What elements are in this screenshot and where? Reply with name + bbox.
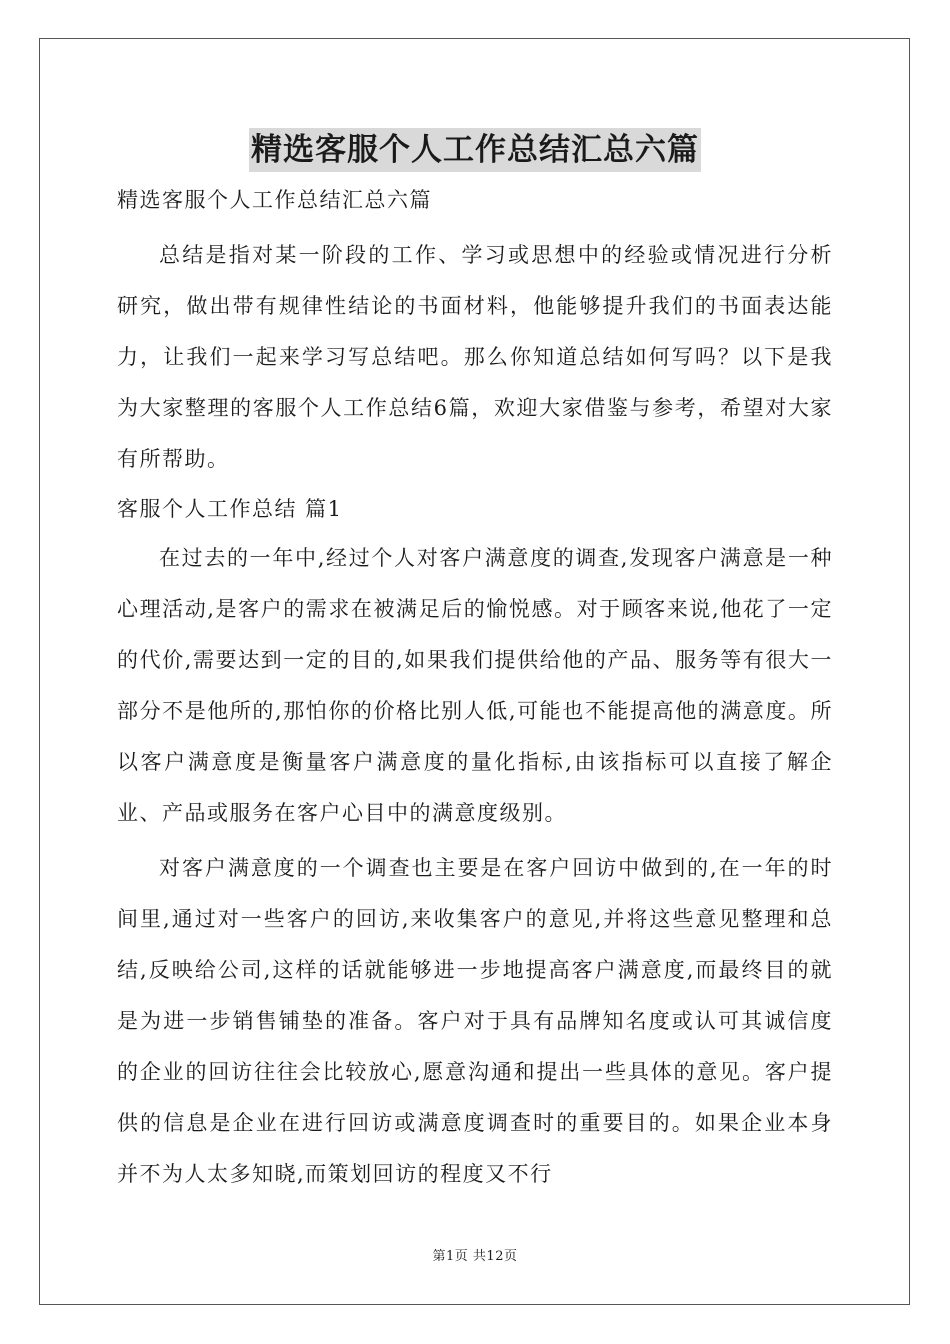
document-title: 精选客服个人工作总结汇总六篇 bbox=[249, 128, 701, 172]
document-subtitle: 精选客服个人工作总结汇总六篇 bbox=[117, 188, 432, 212]
page-footer: 第1页 共12页 bbox=[432, 1249, 518, 1264]
body-paragraph: 在过去的一年中,经过个人对客户满意度的调查,发现客户满意是一种心理活动,是客户的需求在被满足后的愉悦感。对于顾客来说,他花了一定的代价,需要达到一定的目的,如果我们提供给他的产品、服务等有很大一部分不是他所的,那怕你的价格比别人低,可能也不能提高他的满意度。所以客户满意度是衡量客户满意度的量化指标,由该指标可以直接了解企业、产品或服务在客户心目中的满意度级别。 bbox=[117, 546, 833, 825]
section-heading: 客服个人工作总结 篇1 bbox=[117, 497, 343, 521]
document-body bbox=[117, 180, 833, 1200]
title-container bbox=[0, 128, 950, 172]
intro-paragraph: 总结是指对某一阶段的工作、学习或思想中的经验或情况进行分析研究，做出带有规律性结论的书面材料，他能够提升我们的书面表达能力，让我们一起来学习写总结吧。那么你知道总结如何写吗？以下是我为大家整理的客服个人工作总结6篇，欢迎大家借鉴与参考，希望对大家有所帮助。 bbox=[117, 243, 833, 471]
body-paragraph: 对客户满意度的一个调查也主要是在客户回访中做到的,在一年的时间里,通过对一些客户的回访,来收集客户的意见,并将这些意见整理和总结,反映给公司,这样的话就能够进一步地提高客户满意度,而最终目的就是为进一步销售铺垫的准备。客户对于具有品牌知名度或认可其诚信度的企业的回访往往会比较放心,愿意沟通和提出一些具体的意见。客户提供的信息是企业在进行回访或满意度调查时的重要目的。如果企业本身并不为人太多知晓,而策划回访的程度又不行 bbox=[117, 856, 833, 1186]
